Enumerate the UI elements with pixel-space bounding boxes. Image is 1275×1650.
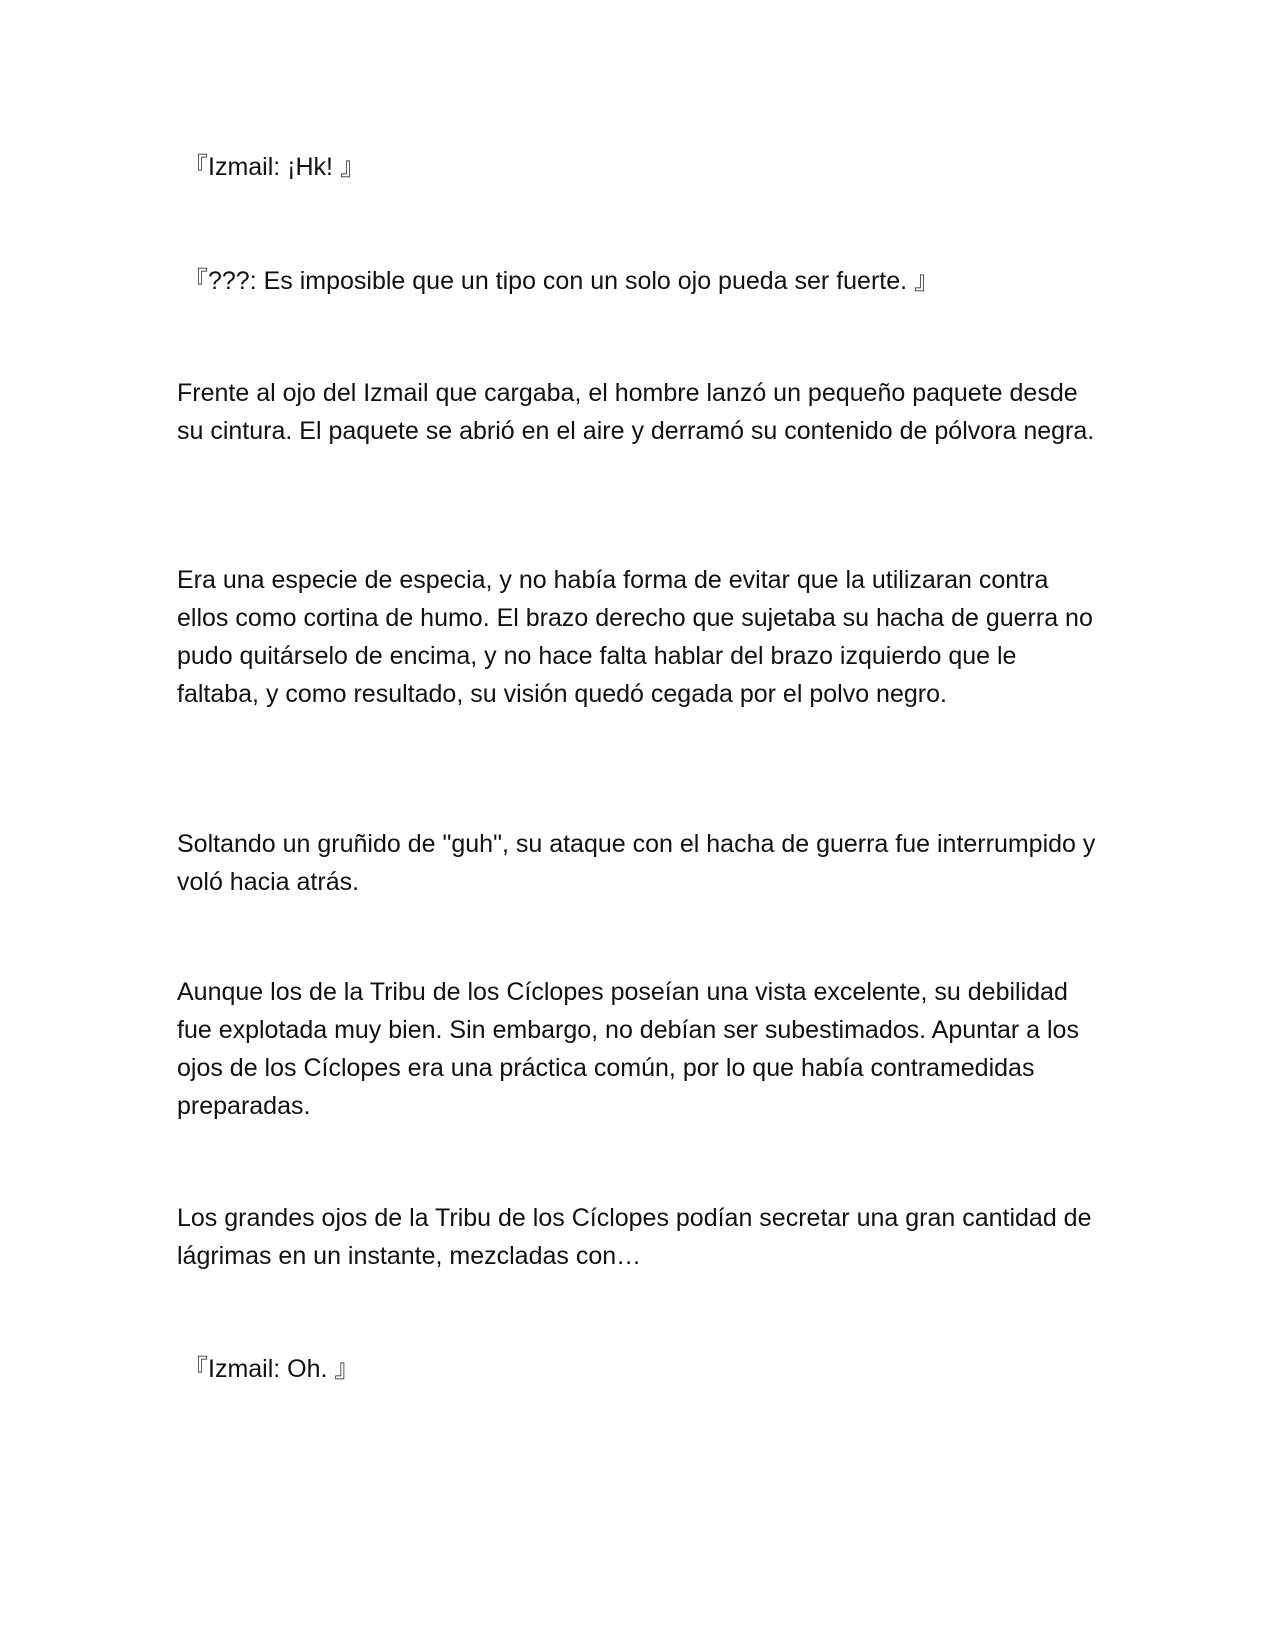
paragraph: Soltando un gruñido de "guh", su ataque con el hacha de guerra fue interrumpido y voló hacia atrás. — [177, 830, 1096, 896]
dialogue-line: 『Izmail: Oh. 』 — [183, 1355, 360, 1383]
paragraph: Frente al ojo del Izmail que cargaba, el hombre lanzó un pequeño paquete desde su cintura. El paquete se abrió en el aire y derramó su contenido de pólvora negra. — [177, 379, 1095, 445]
dialogue-line: 『Izmail: ¡Hk! 』 — [183, 153, 365, 181]
dialogue-line: 『???: Es imposible que un tipo con un solo ojo pueda ser fuerte. 』 — [183, 267, 940, 295]
paragraph: Era una especie de especia, y no había forma de evitar que la utilizaran contra ellos como cortina de humo. El brazo derecho que sujetaba su hacha de guerra no pudo quitárselo de encima, y no hace falta hablar del brazo izquierdo que le faltaba, y como resultado, su visión quedó cegada por el polvo negro. — [177, 566, 1093, 708]
paragraph: Aunque los de la Tribu de los Cíclopes poseían una vista excelente, su debilidad fue explotada muy bien. Sin embargo, no debían ser subestimados. Apuntar a los ojos de los Cíclopes era una práctica común, por lo que había contramedidas preparadas. — [177, 978, 1079, 1120]
paragraph: Los grandes ojos de la Tribu de los Cíclopes podían secretar una gran cantidad de lágrimas en un instante, mezcladas con… — [177, 1204, 1092, 1270]
